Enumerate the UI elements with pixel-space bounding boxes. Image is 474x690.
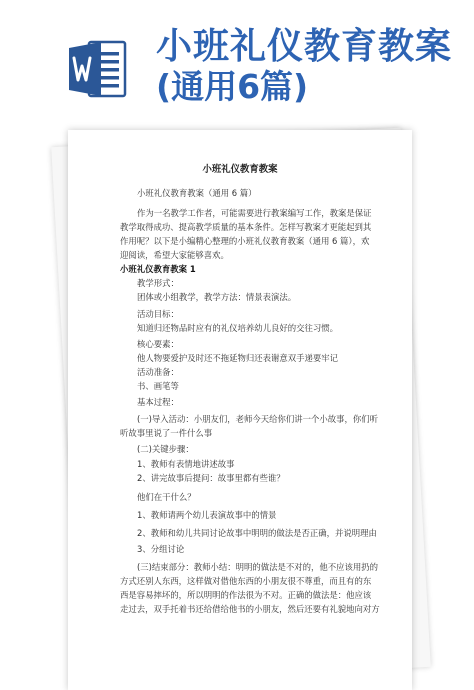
doc-paragraph-line: (二)关键步骤： [137,444,194,454]
document-title: 小班礼仪教育教案 [202,164,278,175]
doc-label-line: 活动目标： [137,309,179,319]
doc-paragraph-line: 迎阅读，希望大家能够喜欢。 [120,250,229,260]
doc-paragraph-line: 走过去，双手托着书还给借给他书的小朋友，然后还要有礼貌地向对方 [120,604,380,614]
doc-list-item: 3、分组讨论 [137,544,185,554]
doc-label-line: 基本过程： [137,397,179,407]
banner-title-line-1: 小班礼仪教育教案 [156,26,453,67]
word-document-icon [67,38,127,100]
doc-paragraph-line: 听故事里说了一件什么事 [120,428,213,438]
doc-label-line: 核心要素： [137,339,179,349]
banner-title-line-2: (通用6篇) [156,66,309,106]
doc-paragraph-line: 作用呢？以下是小编精心整理的小班礼仪教育教案（通用 6 篇），欢 [120,236,370,246]
doc-paragraph-line: (一)导入活动：小朋友们，老师今天给你们讲一个小故事，你们听 [137,414,379,424]
doc-paragraph-line: (三)结束部分：教师小结：明明的做法是不对的，他不应该用扔的 [137,562,379,572]
doc-paragraph-line: 作为一名教学工作者，可能需要进行教案编写工作，教案是保证 [137,208,372,218]
doc-paragraph-line: 团体或小组教学，教学方法：情景表演法。 [137,292,297,302]
header-banner [0,0,474,145]
doc-list-item: 2、讲完故事后提问：故事里都有些谁？ [137,473,285,483]
doc-list-item: 1、教师有表情地讲述故事 [137,459,235,469]
banner-title [156,26,466,106]
doc-list-item: 1、教师请两个幼儿表演故事中的情景 [137,510,277,520]
doc-list-item: 2、教师和幼儿共同讨论故事中明明的做法是否正确，并说明理由 [137,528,377,538]
document-page [68,130,412,690]
doc-paragraph-line: 书、画笔等 [137,381,179,391]
doc-section-heading: 小班礼仪教育教案 1 [120,264,196,274]
doc-paragraph-line: 他人物要爱护及时还不拖延物归还表谢意双手递要牢记 [137,353,338,363]
doc-paragraph-line: 他们在干什么？ [137,492,196,502]
doc-paragraph-line: 西是容易摔坏的，所以明明的作法很为不对。正确的做法是：他应该 [120,590,372,600]
doc-subtitle: 小班礼仪教育教案（通用 6 篇） [137,188,257,198]
doc-label-line: 教学形式： [137,278,179,288]
doc-paragraph-line: 教学取得成功、提高教学质量的基本条件。怎样写教案才更能起到其 [120,222,372,232]
doc-label-line: 活动准备： [137,367,179,377]
doc-paragraph-line: 方式还别人东西，这样做对借他东西的小朋友很不尊重，而且有的东 [120,576,372,586]
doc-paragraph-line: 知道归还物品时应有的礼仪培养幼儿良好的交往习惯。 [137,323,338,333]
